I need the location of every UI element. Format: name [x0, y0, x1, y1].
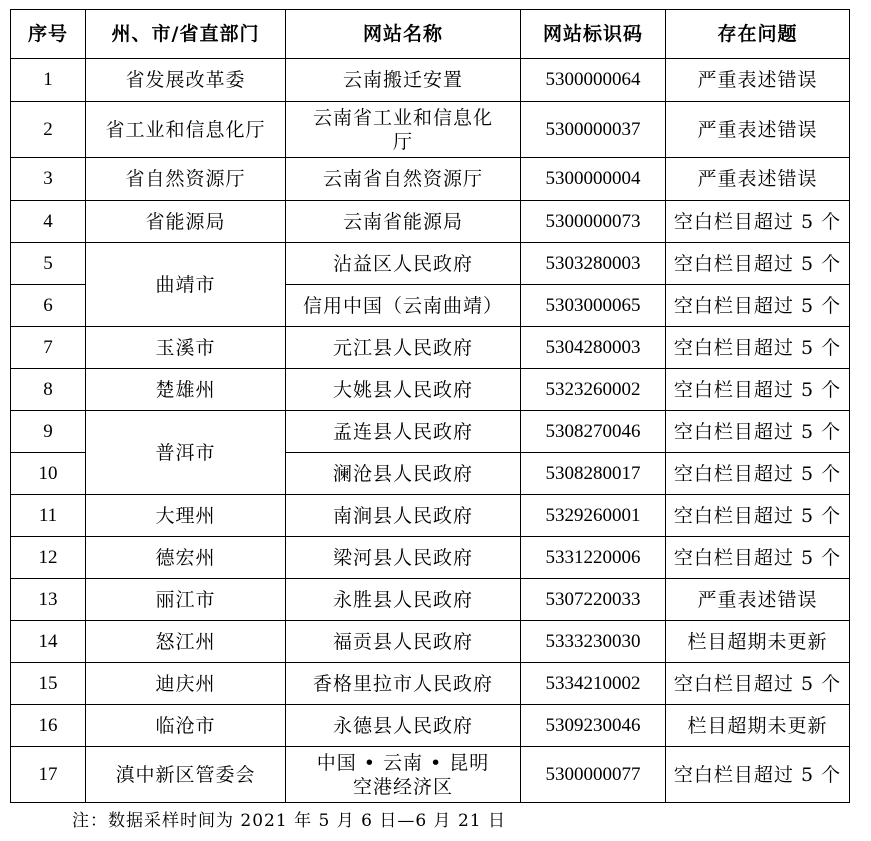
header-dept: 州、市/省直部门 — [86, 10, 286, 59]
cell-issue: 严重表述错误 — [666, 158, 850, 201]
cell-issue: 严重表述错误 — [666, 59, 850, 102]
cell-code: 5308270046 — [521, 411, 666, 453]
cell-dept: 迪庆州 — [86, 663, 286, 705]
table-row — [11, 705, 850, 747]
cell-index: 14 — [11, 621, 86, 663]
cell-site-line: 云南省工业和信息化 — [312, 106, 493, 129]
cell-site: 云南省自然资源厅 — [286, 158, 521, 201]
cell-index: 12 — [11, 537, 86, 579]
cell-dept: 省能源局 — [86, 201, 286, 243]
cell-index: 16 — [11, 705, 86, 747]
header-row — [11, 10, 850, 59]
cell-code: 5300000037 — [521, 102, 666, 158]
cell-issue: 空白栏目超过 5 个 — [666, 201, 850, 243]
cell-index: 3 — [11, 158, 86, 201]
cell-dept: 德宏州 — [86, 537, 286, 579]
cell-index: 4 — [11, 201, 86, 243]
table-row — [11, 537, 850, 579]
table-row — [11, 663, 850, 705]
cell-index: 13 — [11, 579, 86, 621]
cell-issue: 空白栏目超过 5 个 — [666, 285, 850, 327]
cell-site: 梁河县人民政府 — [286, 537, 521, 579]
cell-dept: 普洱市 — [86, 411, 286, 495]
cell-issue: 空白栏目超过 5 个 — [666, 453, 850, 495]
cell-dept: 曲靖市 — [86, 243, 286, 327]
cell-site: 澜沧县人民政府 — [286, 453, 521, 495]
cell-code: 5329260001 — [521, 495, 666, 537]
cell-code: 5323260002 — [521, 369, 666, 411]
cell-dept: 丽江市 — [86, 579, 286, 621]
cell-site — [286, 747, 521, 803]
table-row — [11, 579, 850, 621]
header-site: 网站名称 — [286, 10, 521, 59]
cell-index: 6 — [11, 285, 86, 327]
header-issue: 存在问题 — [666, 10, 850, 59]
cell-issue: 空白栏目超过 5 个 — [666, 327, 850, 369]
cell-site: 云南省能源局 — [286, 201, 521, 243]
cell-dept: 省工业和信息化厅 — [86, 102, 286, 158]
cell-dept: 大理州 — [86, 495, 286, 537]
cell-code: 5300000004 — [521, 158, 666, 201]
cell-dept: 楚雄州 — [86, 369, 286, 411]
cell-issue: 空白栏目超过 5 个 — [666, 495, 850, 537]
table-row — [11, 102, 850, 158]
cell-site: 沾益区人民政府 — [286, 243, 521, 285]
cell-issue: 栏目超期未更新 — [666, 621, 850, 663]
table-row — [11, 495, 850, 537]
cell-code: 5309230046 — [521, 705, 666, 747]
cell-index: 11 — [11, 495, 86, 537]
cell-code: 5333230030 — [521, 621, 666, 663]
header-index: 序号 — [11, 10, 86, 59]
table-row — [11, 747, 850, 803]
website-issues-table — [10, 9, 850, 803]
cell-issue: 空白栏目超过 5 个 — [666, 411, 850, 453]
table-row — [11, 621, 850, 663]
cell-code: 5303000065 — [521, 285, 666, 327]
cell-dept: 滇中新区管委会 — [86, 747, 286, 803]
table-row — [11, 158, 850, 201]
table-row — [11, 201, 850, 243]
cell-issue: 严重表述错误 — [666, 579, 850, 621]
cell-code: 5304280003 — [521, 327, 666, 369]
cell-code: 5307220033 — [521, 579, 666, 621]
cell-index: 7 — [11, 327, 86, 369]
cell-dept: 省发展改革委 — [86, 59, 286, 102]
cell-dept: 省自然资源厅 — [86, 158, 286, 201]
cell-site: 元江县人民政府 — [286, 327, 521, 369]
table-row — [11, 369, 850, 411]
cell-issue: 空白栏目超过 5 个 — [666, 369, 850, 411]
footnote: 注：数据采样时间为 2021 年 5 月 6 日—6 月 21 日 — [72, 811, 506, 831]
cell-dept: 临沧市 — [86, 705, 286, 747]
table-row — [11, 327, 850, 369]
cell-site: 永胜县人民政府 — [286, 579, 521, 621]
cell-issue: 空白栏目超过 5 个 — [666, 537, 850, 579]
cell-site: 南涧县人民政府 — [286, 495, 521, 537]
cell-site-line: 厅 — [392, 130, 413, 153]
cell-index: 15 — [11, 663, 86, 705]
cell-issue: 空白栏目超过 5 个 — [666, 747, 850, 803]
cell-code: 5303280003 — [521, 243, 666, 285]
cell-issue: 栏目超期未更新 — [666, 705, 850, 747]
table-row — [11, 411, 850, 453]
cell-dept: 怒江州 — [86, 621, 286, 663]
table-container — [10, 9, 850, 803]
table-row — [11, 243, 850, 285]
cell-site — [286, 102, 521, 158]
cell-index: 8 — [11, 369, 86, 411]
cell-site-line: 中国 • 云南 • 昆明 — [316, 751, 490, 774]
header-code: 网站标识码 — [521, 10, 666, 59]
cell-site: 大姚县人民政府 — [286, 369, 521, 411]
cell-code: 5300000073 — [521, 201, 666, 243]
cell-site: 香格里拉市人民政府 — [286, 663, 521, 705]
table-row — [11, 59, 850, 102]
cell-code: 5300000077 — [521, 747, 666, 803]
cell-issue: 严重表述错误 — [666, 102, 850, 158]
cell-issue: 空白栏目超过 5 个 — [666, 243, 850, 285]
cell-issue: 空白栏目超过 5 个 — [666, 663, 850, 705]
cell-code: 5300000064 — [521, 59, 666, 102]
cell-site: 信用中国（云南曲靖） — [286, 285, 521, 327]
cell-index: 5 — [11, 243, 86, 285]
cell-index: 10 — [11, 453, 86, 495]
cell-site: 永德县人民政府 — [286, 705, 521, 747]
cell-index: 1 — [11, 59, 86, 102]
cell-site: 孟连县人民政府 — [286, 411, 521, 453]
cell-index: 17 — [11, 747, 86, 803]
cell-code: 5308280017 — [521, 453, 666, 495]
cell-index: 2 — [11, 102, 86, 158]
cell-index: 9 — [11, 411, 86, 453]
cell-code: 5334210002 — [521, 663, 666, 705]
cell-site: 福贡县人民政府 — [286, 621, 521, 663]
cell-site-line: 空港经济区 — [352, 775, 453, 798]
cell-dept: 玉溪市 — [86, 327, 286, 369]
cell-code: 5331220006 — [521, 537, 666, 579]
cell-site: 云南搬迁安置 — [286, 59, 521, 102]
